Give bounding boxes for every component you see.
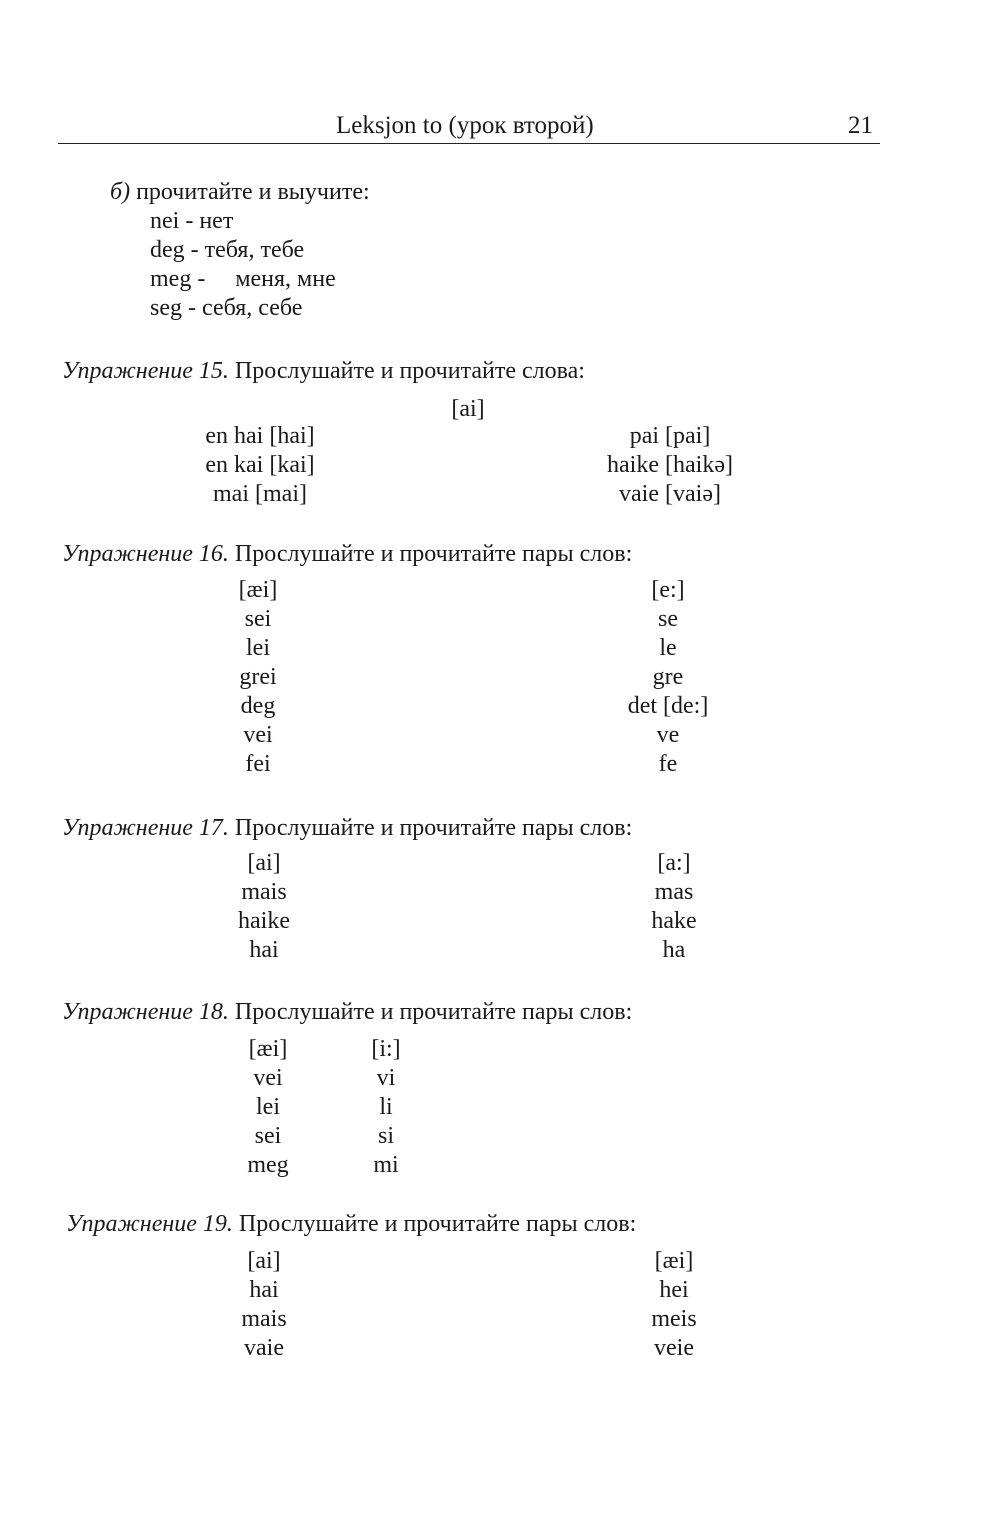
intro-instruction bbox=[110, 178, 370, 206]
word-item: fei bbox=[245, 751, 271, 777]
exercise-15-center-header: [ai] bbox=[451, 396, 485, 422]
exercise-instruction: Прослушайте и прочитайте пары слов: bbox=[234, 815, 633, 841]
word-item: hai bbox=[249, 1277, 279, 1303]
word-item: gre bbox=[652, 664, 684, 690]
vocab-item: seg - себя, себе bbox=[150, 295, 303, 321]
word-item: fe bbox=[658, 751, 678, 777]
word-item: det [de:] bbox=[627, 693, 709, 719]
exercise-17-left-column bbox=[214, 849, 314, 965]
word-item: meis bbox=[651, 1306, 697, 1332]
header-rule bbox=[58, 143, 880, 144]
exercise-15-heading bbox=[62, 357, 585, 385]
word-item: [æi] bbox=[654, 1248, 694, 1274]
word-item: mai [mai] bbox=[213, 481, 307, 507]
exercise-18-heading bbox=[62, 998, 632, 1026]
word-item: ha bbox=[662, 937, 686, 963]
word-item: vei bbox=[253, 1065, 283, 1091]
word-item: mais bbox=[241, 1306, 287, 1332]
word-item: ve bbox=[656, 722, 680, 748]
exercise-16-heading bbox=[62, 540, 632, 568]
exercise-15-right-column bbox=[570, 422, 770, 509]
word-item: li bbox=[379, 1094, 393, 1120]
word-item: haike [haikə] bbox=[607, 452, 733, 478]
word-item: vaie bbox=[244, 1335, 284, 1361]
word-item: en kai [kai] bbox=[205, 452, 315, 478]
word-item: vaie [vaiə] bbox=[619, 481, 721, 507]
word-item: se bbox=[658, 606, 678, 632]
exercise-18-left-column bbox=[228, 1035, 308, 1180]
running-head bbox=[0, 112, 1000, 144]
vocab-item: nei - нет bbox=[150, 208, 234, 234]
word-item: vi bbox=[376, 1065, 396, 1091]
word-item: si bbox=[377, 1123, 394, 1149]
word-item: veie bbox=[654, 1335, 694, 1361]
vocab-item: meg - меня, мне bbox=[150, 266, 336, 292]
exercise-instruction: Прослушайте и прочитайте слова: bbox=[234, 358, 585, 384]
word-item: mas bbox=[654, 879, 694, 905]
exercise-label: Упражнение 18. bbox=[62, 999, 229, 1025]
word-item: [ai] bbox=[247, 1248, 281, 1274]
exercise-label: Упражнение 15. bbox=[62, 358, 229, 384]
word-item: lei bbox=[256, 1094, 280, 1120]
intro-instruction-text: прочитайте и выучите: bbox=[136, 179, 370, 205]
exercise-16-right-column bbox=[598, 576, 738, 779]
exercise-19-right-column bbox=[624, 1247, 724, 1363]
word-item: [i:] bbox=[371, 1036, 401, 1062]
running-title: Leksjon to (урок второй) bbox=[336, 112, 594, 139]
intro-label: б) bbox=[110, 179, 131, 205]
word-item: haike bbox=[238, 908, 290, 934]
word-item: hake bbox=[651, 908, 697, 934]
exercise-label: Упражнение 16. bbox=[62, 541, 229, 567]
word-item: lei bbox=[246, 635, 270, 661]
word-item: [e:] bbox=[651, 577, 685, 603]
word-item: hai bbox=[249, 937, 279, 963]
word-item: hei bbox=[659, 1277, 689, 1303]
word-item: mi bbox=[373, 1152, 399, 1178]
word-item: grei bbox=[239, 664, 277, 690]
exercise-18-right-column bbox=[346, 1035, 426, 1180]
exercise-15-left-column bbox=[160, 422, 360, 509]
word-item: deg bbox=[240, 693, 276, 719]
word-item: pai [pai] bbox=[629, 423, 711, 449]
word-item: meg bbox=[247, 1152, 289, 1178]
word-item: vei bbox=[243, 722, 273, 748]
exercise-19-left-column bbox=[214, 1247, 314, 1363]
word-item: le bbox=[659, 635, 677, 661]
word-item: [a:] bbox=[657, 850, 691, 876]
exercise-16-left-column bbox=[208, 576, 308, 779]
exercise-17-heading bbox=[62, 814, 632, 842]
exercise-17-right-column bbox=[624, 849, 724, 965]
exercise-instruction: Прослушайте и прочитайте пары слов: bbox=[234, 999, 633, 1025]
exercise-instruction: Прослушайте и прочитайте пары слов: bbox=[234, 541, 633, 567]
word-item: [æi] bbox=[238, 577, 278, 603]
word-item: en hai [hai] bbox=[205, 423, 315, 449]
vocab-item: deg - тебя, тебе bbox=[150, 237, 305, 263]
word-item: sei bbox=[244, 606, 272, 632]
exercise-label: Упражнение 17. bbox=[62, 815, 229, 841]
word-item: [ai] bbox=[247, 850, 281, 876]
exercise-label: Упражнение 19. bbox=[66, 1211, 233, 1237]
word-item: [æi] bbox=[248, 1036, 288, 1062]
page-number: 21 bbox=[848, 112, 873, 139]
exercise-instruction: Прослушайте и прочитайте пары слов: bbox=[238, 1211, 637, 1237]
exercise-19-heading bbox=[66, 1210, 636, 1238]
word-item: mais bbox=[241, 879, 287, 905]
word-item: sei bbox=[254, 1123, 282, 1149]
